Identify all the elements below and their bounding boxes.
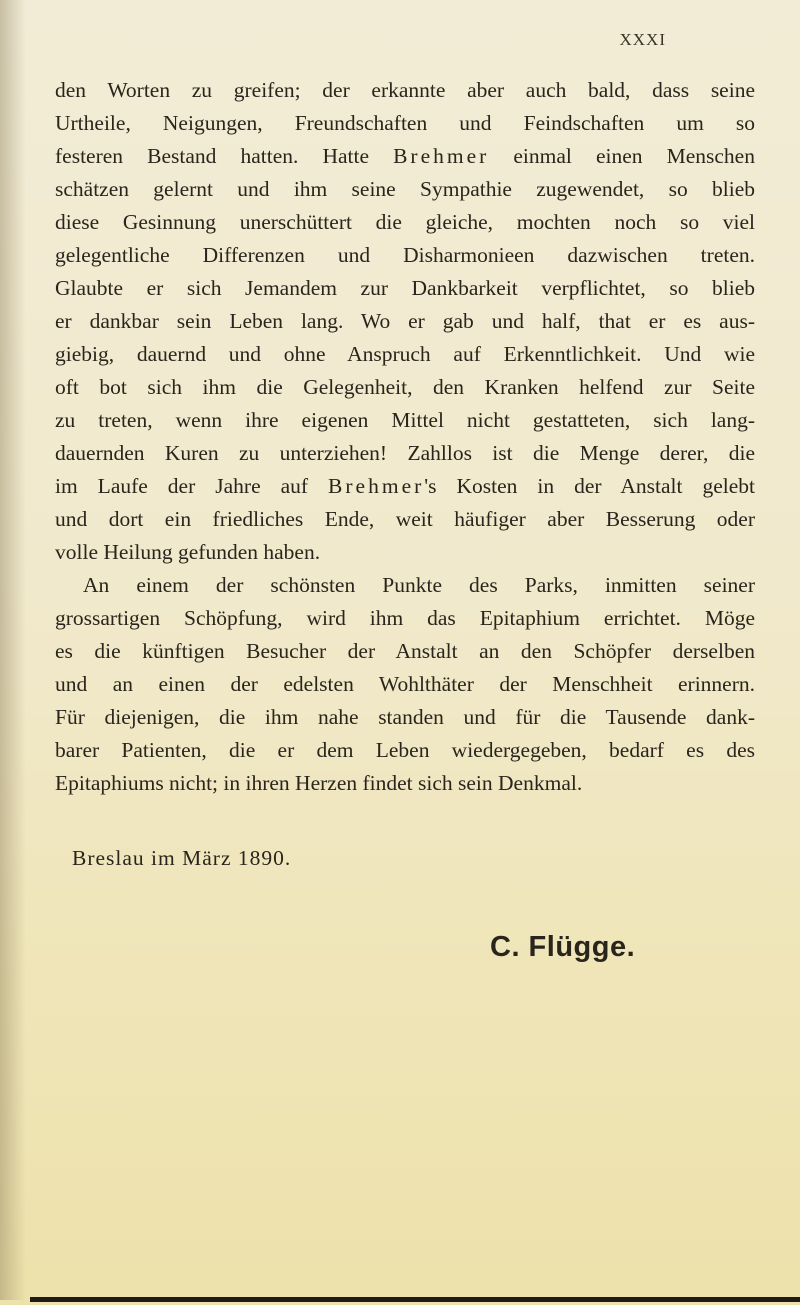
text-line: es die künftigen Besucher der Anstalt an den Schöpfer derselben — [55, 639, 755, 663]
text-line: An einem der schönsten Punkte des Parks, inmitten seiner — [83, 573, 755, 597]
text-line: oft bot sich ihm die Gelegenheit, den Kranken helfend zur Seite — [55, 375, 755, 399]
text-line: volle Heilung gefunden haben. — [55, 540, 321, 564]
text-line: dauernden Kuren zu unterziehen! Zahllos ist die Menge derer, die — [55, 441, 755, 465]
text-line: giebig, dauernd und ohne Anspruch auf Erkenntlichkeit. Und wie — [55, 342, 755, 366]
text-line: Epitaphiums nicht; in ihren Herzen findet sich sein Denkmal. — [55, 771, 583, 795]
name-brehmer: Brehmer — [328, 474, 425, 498]
text-line: den Worten zu greifen; der erkannte aber auch bald, dass seine — [55, 78, 755, 102]
date-line: Breslau im März 1890. — [72, 846, 292, 870]
text-line: grossartigen Schöpfung, wird ihm das Epitaphium errichtet. Möge — [55, 606, 755, 630]
text-line: im Laufe der Jahre auf Brehmer's Kosten in der Anstalt gelebt — [55, 474, 755, 498]
text-line: Für diejenigen, die ihm nahe standen und für die Tausende dank- — [55, 705, 755, 729]
name-brehmer: Brehmer — [393, 144, 490, 168]
page-edge-shadow — [0, 0, 26, 1300]
text-line: Glaubte er sich Jemandem zur Dankbarkeit verpflichtet, so blieb — [55, 276, 755, 300]
text-line: Urtheile, Neigungen, Freundschaften und Feindschaften um so — [55, 111, 755, 135]
text-line: und an einen der edelsten Wohlthäter der Menschheit erinnern. — [55, 672, 755, 696]
text-line: zu treten, wenn ihre eigenen Mittel nicht gestatteten, sich lang- — [55, 408, 755, 432]
text-line: gelegentliche Differenzen und Disharmonieen dazwischen treten. — [55, 243, 755, 267]
author-signature: C. Flügge. — [490, 931, 636, 963]
text-line: barer Patienten, die er dem Leben wiedergegeben, bedarf es des — [55, 738, 755, 762]
text-line: und dort ein friedliches Ende, weit häufiger aber Besserung oder — [55, 507, 755, 531]
page-number: XXXI — [619, 30, 666, 49]
page-bottom-edge — [30, 1297, 800, 1302]
text-line: festeren Bestand hatten. Hatte Brehmer einmal einen Menschen — [55, 144, 755, 168]
text-line: schätzen gelernt und ihm seine Sympathie zugewendet, so blieb — [55, 177, 755, 201]
text-line: er dankbar sein Leben lang. Wo er gab und half, that er es aus- — [55, 309, 755, 333]
text-line: diese Gesinnung unerschüttert die gleiche, mochten noch so viel — [55, 210, 755, 234]
